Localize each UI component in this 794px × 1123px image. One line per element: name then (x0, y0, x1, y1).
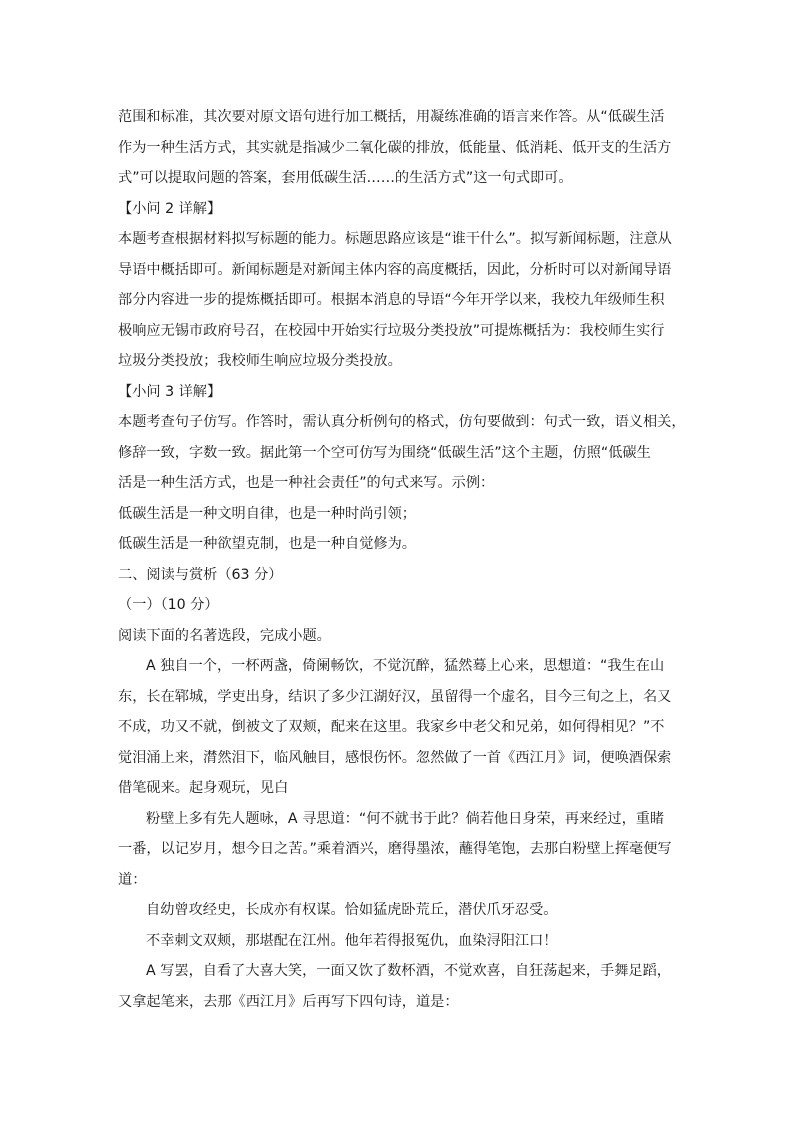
poem-line: 自幼曾攻经史，长成亦有权谋。恰如猛虎卧荒丘，潜伏爪牙忍受。 (146, 902, 558, 918)
paragraph-line: 极响应无锡市政府号召，在校园中开始实行垃圾分类投放”可提炼概括为：我校师生实行 (118, 322, 665, 339)
example-line: 低碳生活是一种欲望克制，也是一种自觉修为。 (118, 536, 416, 552)
section-heading-q2: 【小问 2 详解】 (118, 200, 222, 217)
passage-line: 借笔砚来。起身观玩，见白 (118, 780, 289, 796)
passage-line: 不成，功又不就，倒被文了双颊，配来在这里。我家乡中老父和兄弟，如何得相见？”不 (118, 719, 665, 735)
example-line: 低碳生活是一种文明自律，也是一种时尚引领； (118, 505, 416, 522)
paragraph-line: 作为一种生活方式，其实就是指减少二氧化碳的排放，低能量、低消耗、低开支的生活方 (118, 139, 672, 156)
paragraph-line: 导语中概括即可。新闻标题是对新闻主体内容的高度概括，因此，分析时可以对新闻导语 (118, 261, 672, 278)
subsection-heading: （一）（10 分） (118, 597, 219, 613)
passage-line: A 写罢，自看了大喜大笑，一面又饮了数杯酒，不觉欢喜，自狂荡起来，手舞足蹈， (146, 963, 671, 979)
passage-line: 一番，以记岁月，想今日之苦。”乘着酒兴，磨得墨浓，蘸得笔饱，去那白粉壁上挥毫便写 (118, 841, 672, 857)
paragraph-line: 垃圾分类投放；我校师生响应垃圾分类投放。 (118, 353, 402, 369)
passage-line: A 独自一个，一杯两盏，倚阑畅饮，不觉沉醉，猛然蓦上心来，思想道：“我生在山 (146, 658, 665, 674)
paragraph-line: 活是一种生活方式，也是一种社会责任”的句式来写。示例： (118, 475, 495, 491)
paragraph-line: 式”可以提取问题的答案，套用低碳生活……的生活方式”这一句式即可。 (118, 170, 573, 186)
paragraph-line: 本题考查句子仿写。作答时，需认真分析例句的格式，仿句要做到：句式一致，语义相关， (118, 414, 686, 430)
poem-line: 不幸刺文双颊，那堪配在江州。他年若得报冤仇，血染浔阳江口！ (146, 932, 558, 949)
paragraph-line: 修辞一致，字数一致。据此第一个空可仿写为围绕“低碳生活”这个主题，仿照“低碳生 (118, 444, 651, 461)
passage-line: 东，长在郓城，学吏出身，结识了多少江湖好汉，虽留得一个虚名，目今三旬之上，名又 (118, 688, 672, 705)
document-body (118, 102, 688, 1017)
paragraph-line: 本题考查根据材料拟写标题的能力。标题思路应该是“谁干什么”。拟写新闻标题，注意从 (118, 231, 672, 247)
passage-line: 道： (118, 871, 147, 888)
passage-line: 觉泪涌上来，潸然泪下，临风触目，感恨伤怀。忽然做了一首《西江月》词，便唤酒保索 (118, 749, 672, 766)
section-heading-reading: 二、阅读与赏析（63 分） (118, 566, 283, 583)
section-heading-q3: 【小问 3 详解】 (118, 383, 222, 400)
passage-line: 又拿起笔来，去那《西江月》后再写下四句诗，道是： (118, 993, 459, 1010)
instruction-line: 阅读下面的名著选段，完成小题。 (118, 627, 331, 644)
paragraph-line: 范围和标准，其次要对原文语句进行加工概括，用凝练准确的语言来作答。从“低碳生活 (118, 109, 665, 125)
paragraph-line: 部分内容进一步的提炼概括即可。根据本消息的导语“今年开学以来，我校九年级师生积 (118, 292, 665, 308)
passage-line: 粉壁上多有先人题咏，A 寻思道：“何不就书于此？倘若他日身荣，再来经过，重睹 (146, 810, 665, 827)
